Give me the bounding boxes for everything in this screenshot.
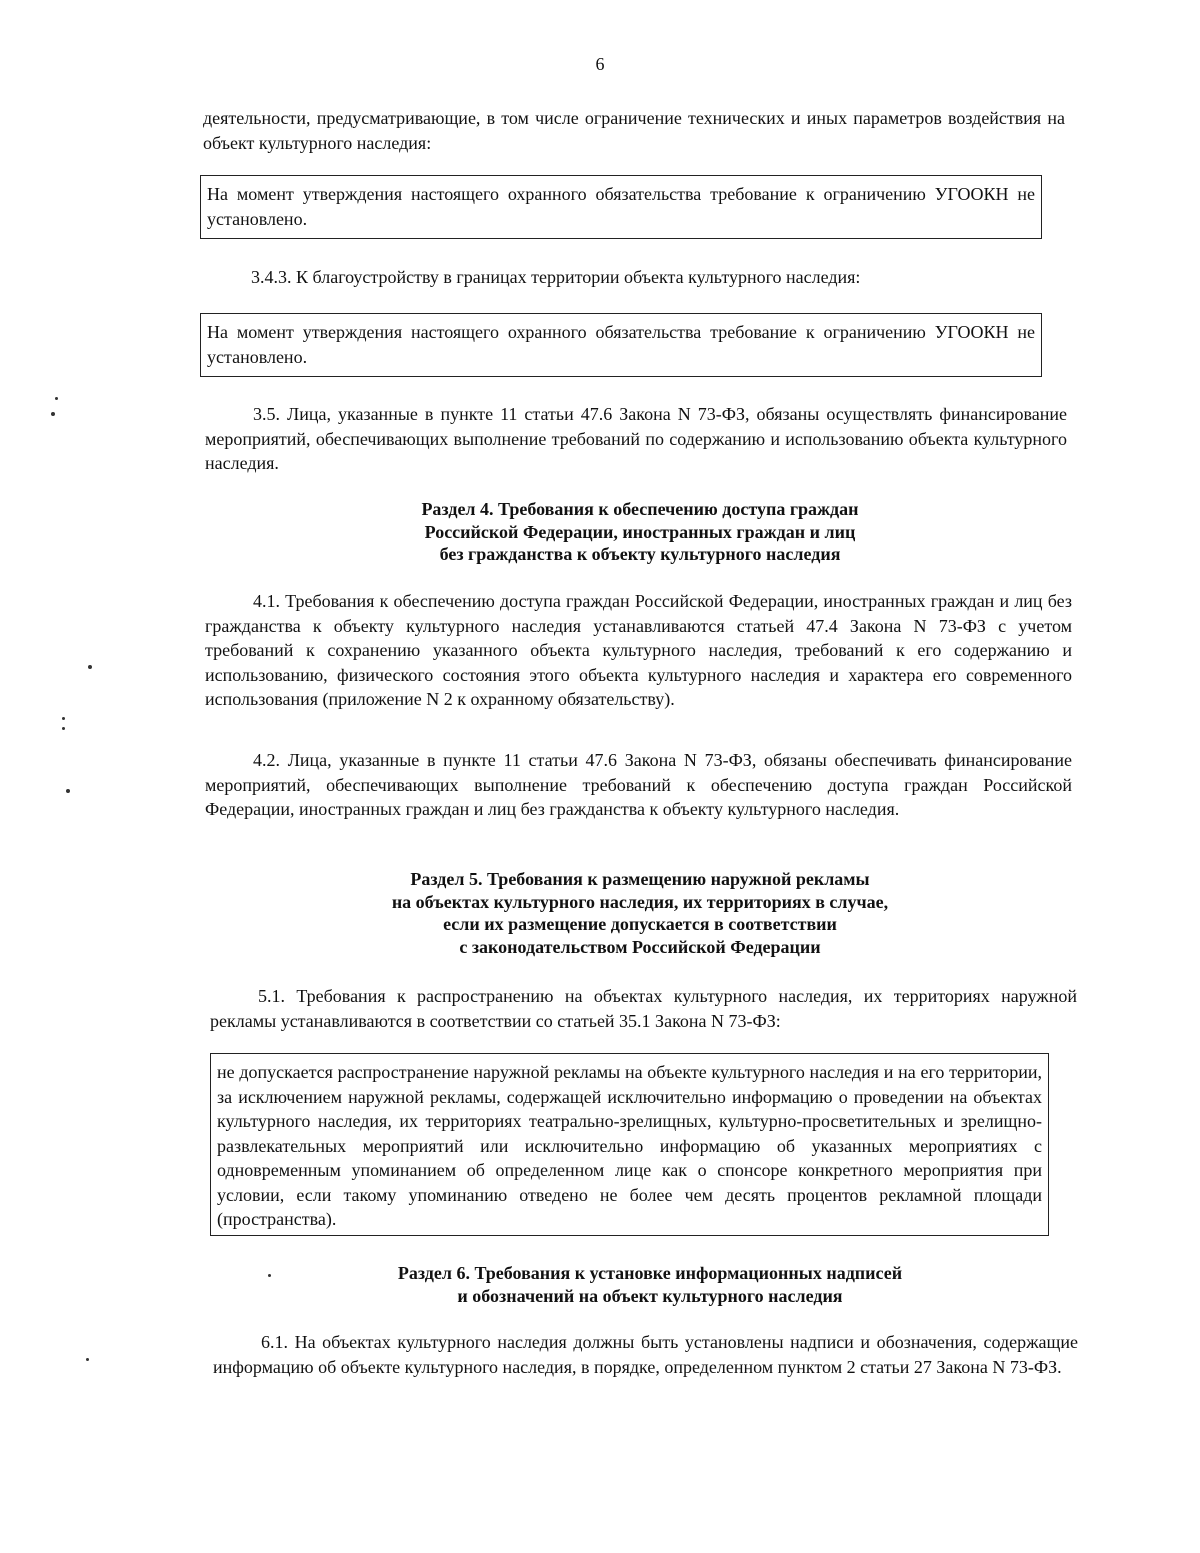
scan-speck: [62, 717, 65, 720]
scan-speck: [268, 1274, 271, 1277]
scan-speck: [86, 1358, 89, 1361]
scan-speck: [51, 412, 55, 416]
paragraph-6-1: 6.1. На объектах культурного наследия должны быть установлены надписи и обозначения, содержащие информацию об объекте культурного наследия, в порядке, определенном пунктом 2 статьи 27 Закона N 73-ФЗ.: [213, 1332, 1078, 1377]
paragraph-5-1: 5.1. Требования к распространению на объектах культурного наследия, их территориях наружной рекламы устанавливаются в соответствии со статьей 35.1 Закона N 73-ФЗ:: [210, 986, 1077, 1031]
paragraph-continuation: деятельности, предусматривающие, в том числе ограничение технических и иных параметров воздействия на объект культурного наследия:: [203, 108, 1065, 153]
paragraph-3-4-3: 3.4.3. К благоустройству в границах территории объекта культурного наследия:: [251, 267, 861, 287]
paragraph-4-2: 4.2. Лица, указанные в пункте 11 статьи 47.6 Закона N 73-ФЗ, обязаны обеспечивать финансирование мероприятий, обеспечивающих выполнение требований к обеспечению доступа граждан Российской Федерации, иностранных граждан и лиц без гражданства к объекту культурного наследия.: [205, 750, 1072, 819]
section-6-heading: Раздел 6. Требования к установке информационных надписей и обозначений на объект культурного наследия: [397, 1263, 903, 1306]
page-number: 6: [595, 54, 605, 74]
requirement-box-3: не допускается распространение наружной рекламы на объекте культурного наследия и на его территории, за исключением наружной рекламы, содержащей исключительно информацию о проведении на объектах культурного наследия, их территориях театрально-зрелищных, культурно-просветительных и зрелищно-развлекательных мероприятий или исключительно информацию об указанных мероприятиях с одновременным упоминанием об определенном лице как о спонсоре конкретного мероприятия при условии, если такому упоминанию отведено не более чем десять процентов рекламной площади (пространства).: [210, 1053, 1049, 1236]
section-4-heading: Раздел 4. Требования к обеспечению доступа граждан Российской Федерации, иностранных граждан и лиц без гражданства к объекту культурного наследия: [421, 499, 859, 564]
paragraph-3-5: 3.5. Лица, указанные в пункте 11 статьи 47.6 Закона N 73-ФЗ, обязаны осуществлять финансирование мероприятий, обеспечивающих выполнение требований по содержанию и использованию объекта культурного наследия.: [205, 404, 1067, 473]
scan-speck: [88, 665, 92, 669]
requirement-box-1: На момент утверждения настоящего охранного обязательства требование к ограничению УГООКН не установлено.: [200, 175, 1042, 239]
scan-speck: [62, 727, 65, 730]
paragraph-4-1: 4.1. Требования к обеспечению доступа граждан Российской Федерации, иностранных граждан и лиц без гражданства к объекту культурного наследия устанавливаются статьей 47.4 Закона N 73-ФЗ с учетом требований к сохранению указанного объекта культурного наследия, требований к его содержанию и использованию, физического состояния этого объекта культурного наследия и характера его современного использования (приложение N 2 к охранному обязательству).: [205, 591, 1072, 709]
scan-speck: [55, 397, 58, 400]
scan-speck: [66, 789, 70, 793]
section-5-heading: Раздел 5. Требования к размещению наружной рекламы на объектах культурного наследия, их территориях в случае, если их размещение допускается в соответствии с законодательством Российской Федерации: [391, 869, 889, 957]
requirement-box-2: На момент утверждения настоящего охранного обязательства требование к ограничению УГООКН не установлено.: [200, 313, 1042, 377]
